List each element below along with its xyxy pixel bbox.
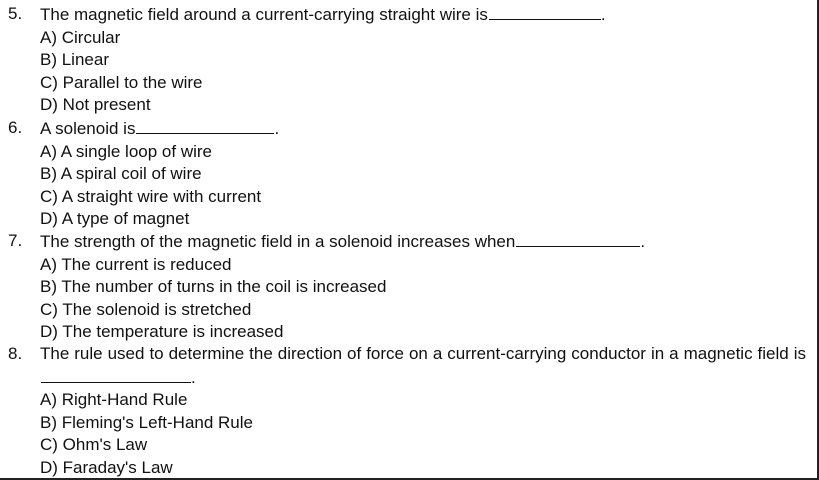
question-number: 7. bbox=[8, 231, 23, 250]
question-number: 6. bbox=[8, 118, 23, 137]
answer-blank bbox=[136, 117, 274, 134]
question-number: 5. bbox=[8, 4, 23, 23]
option-d: D) Not present bbox=[40, 95, 151, 115]
question-stem bbox=[8, 117, 279, 141]
question-7 bbox=[8, 230, 645, 344]
option-a: A) A single loop of wire bbox=[40, 141, 212, 161]
question-text: The rule used to determine the direction of force on a current-carrying conductor in a magnetic field is. bbox=[40, 344, 806, 387]
question-5 bbox=[8, 3, 606, 117]
question-6 bbox=[8, 117, 279, 231]
question-stem bbox=[8, 230, 645, 254]
question-8 bbox=[8, 343, 806, 480]
question-text: The magnetic field around a current-carrying straight wire is . bbox=[40, 5, 606, 24]
question-stem bbox=[8, 3, 606, 27]
option-b: B) Fleming's Left-Hand Rule bbox=[40, 412, 253, 432]
question-text: The strength of the magnetic field in a solenoid increases when . bbox=[40, 232, 646, 251]
option-c: C) Parallel to the wire bbox=[40, 72, 203, 92]
option-c: C) The solenoid is stretched bbox=[40, 299, 252, 319]
question-number: 8. bbox=[8, 344, 23, 363]
answer-blank bbox=[489, 3, 601, 20]
option-c: C) A straight wire with current bbox=[40, 186, 262, 206]
option-b: B) Linear bbox=[40, 50, 109, 70]
option-b: B) A spiral coil of wire bbox=[40, 164, 202, 184]
option-a: A) Right-Hand Rule bbox=[40, 390, 188, 410]
question-stem bbox=[8, 343, 806, 389]
option-d: D) A type of magnet bbox=[40, 209, 190, 229]
answer-blank bbox=[41, 366, 191, 383]
answer-blank bbox=[516, 230, 640, 247]
option-d: D) Faraday's Law bbox=[40, 457, 173, 477]
option-a: A) The current is reduced bbox=[40, 254, 232, 274]
option-b: B) The number of turns in the coil is increased bbox=[40, 277, 387, 297]
option-a: A) Circular bbox=[40, 27, 121, 47]
option-d: D) The temperature is increased bbox=[40, 322, 284, 342]
question-text: A solenoid is . bbox=[40, 119, 280, 138]
option-c: C) Ohm's Law bbox=[40, 435, 148, 455]
